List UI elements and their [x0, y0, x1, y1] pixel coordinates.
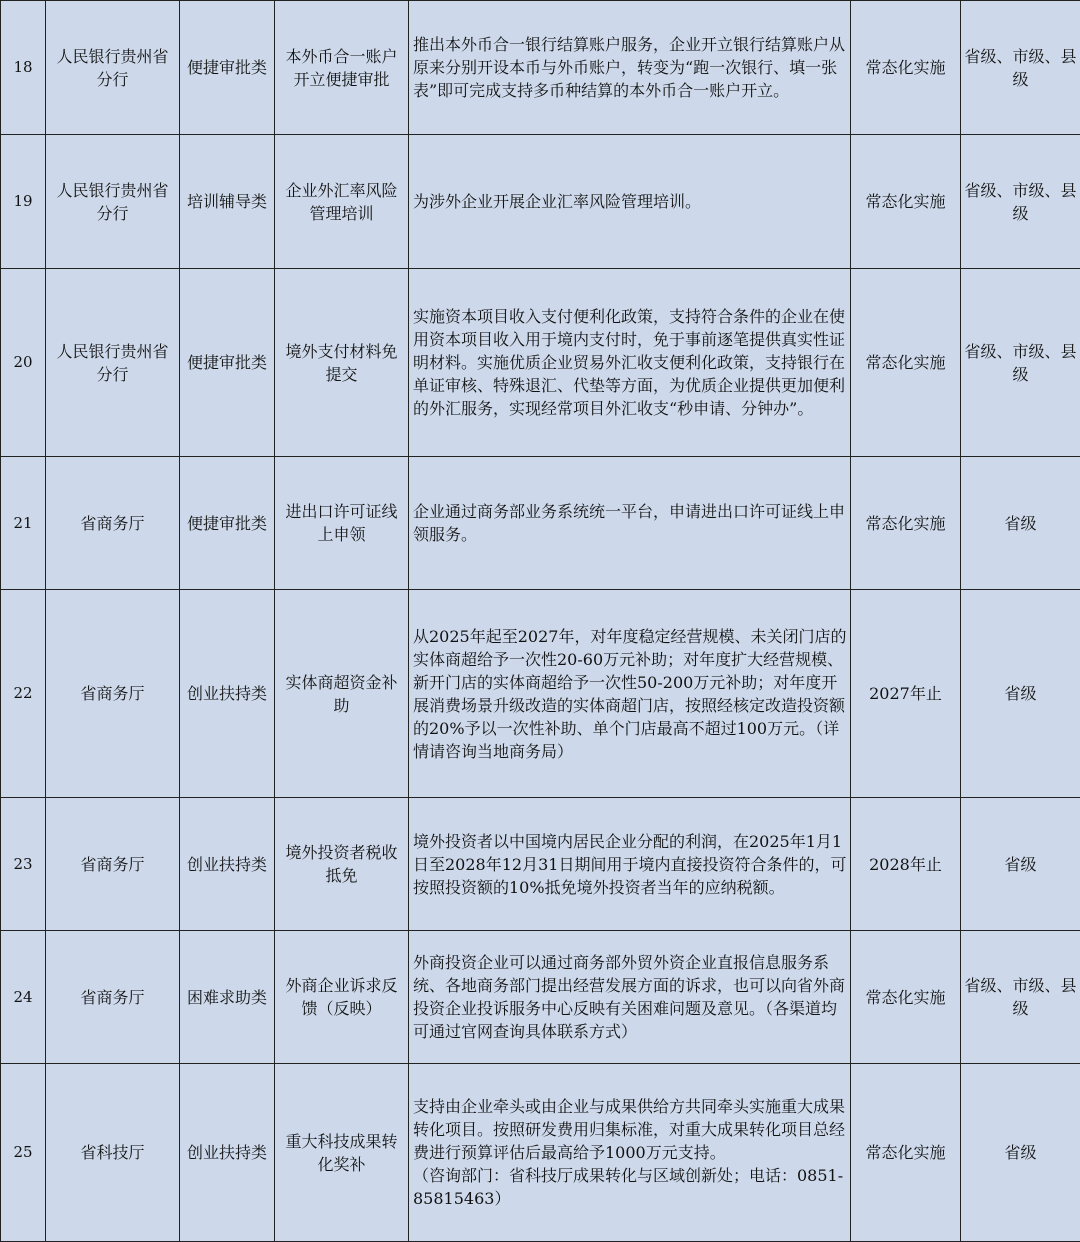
period-cell: 常态化实施: [851, 135, 961, 269]
description-cell: [409, 269, 851, 457]
item-name-cell: 进出口许可证线上申领: [275, 457, 409, 590]
description-cell: [409, 1064, 851, 1242]
period-cell: 常态化实施: [851, 1064, 961, 1242]
department-cell: 省商务厅: [46, 798, 180, 931]
description-cell: [409, 798, 851, 931]
category-cell: 创业扶持类: [180, 590, 275, 798]
description-cell: [409, 1, 851, 135]
department-cell: 省商务厅: [46, 457, 180, 590]
department-cell: 省商务厅: [46, 931, 180, 1064]
level-cell: 省级: [961, 798, 1080, 931]
category-cell: 创业扶持类: [180, 798, 275, 931]
description-cell: [409, 931, 851, 1064]
description-cell: [409, 457, 851, 590]
row-number: 21: [1, 457, 46, 590]
category-cell: 便捷审批类: [180, 457, 275, 590]
category-cell: 便捷审批类: [180, 1, 275, 135]
row-number: 24: [1, 931, 46, 1064]
level-cell: 省级、市级、县级: [961, 135, 1080, 269]
level-cell: 省级、市级、县级: [961, 269, 1080, 457]
description-text: 推出本外币合一银行结算账户服务，企业开立银行结算账户从原来分别开设本币与外币账户，转变为“跑一次银行、填一张表”即可完成支持多币种结算的本外币合一账户开立。: [413, 35, 846, 100]
item-name-cell: 实体商超资金补助: [275, 590, 409, 798]
description-text: 支持由企业牵头或由企业与成果供给方共同牵头实施重大成果转化项目。按照研发费用归集标准，对重大成果转化项目总经费进行预算评估后最高给予1000万元支持。: [413, 1097, 846, 1162]
category-cell: 创业扶持类: [180, 1064, 275, 1242]
contact-text: （咨询部门：省科技厅成果转化与区域创新处；电话：0851-85815463）: [413, 1166, 844, 1208]
level-cell: 省级、市级、县级: [961, 931, 1080, 1064]
item-name-cell: 境外投资者税收抵免: [275, 798, 409, 931]
table-row: [1, 1, 1080, 135]
row-number: 18: [1, 1, 46, 135]
table-row: [1, 135, 1080, 269]
table-row: [1, 798, 1080, 931]
description-cell: [409, 590, 851, 798]
level-cell: 省级: [961, 590, 1080, 798]
item-name-cell: 本外币合一账户开立便捷审批: [275, 1, 409, 135]
table-row: [1, 590, 1080, 798]
period-cell: 常态化实施: [851, 1, 961, 135]
description-text: 外商投资企业可以通过商务部外贸外资企业直报信息服务系统、各地商务部门提出经营发展方面的诉求，也可以向省外商投资企业投诉服务中心反映有关困难问题及意见。（各渠道均可通过官网查询具体联系方式）: [413, 953, 846, 1041]
description-text: 境外投资者以中国境内居民企业分配的利润，在2025年1月1日至2028年12月31日期间用于境内直接投资符合条件的，可按照投资额的10%抵免境外投资者当年的应纳税额。: [413, 831, 847, 897]
description-text: 企业通过商务部业务系统统一平台，申请进出口许可证线上申领服务。: [413, 502, 846, 544]
row-number: 19: [1, 135, 46, 269]
category-cell: 培训辅导类: [180, 135, 275, 269]
item-name-cell: 企业外汇率风险管理培训: [275, 135, 409, 269]
department-cell: 人民银行贵州省分行: [46, 1, 180, 135]
category-cell: 困难求助类: [180, 931, 275, 1064]
period-cell: 2028年止: [851, 798, 961, 931]
description-cell: [409, 135, 851, 269]
description-text: 从2025年起至2027年，对年度稳定经营规模、未关闭门店的实体商超给予一次性20-60万元补助；对年度扩大经营规模、新开门店的实体商超给予一次性50-200万元补助；对年度开展消费场景升级改造的实体商超门店，按照经核定改造投资额的20%予以一次性补助、单个门店最高不超过100万元。（详情请咨询当地商务局）: [413, 626, 847, 761]
description-text: 实施资本项目收入支付便利化政策，支持符合条件的企业在使用资本项目收入用于境内支付时，免于事前逐笔提供真实性证明材料。实施优质企业贸易外汇收支便利化政策，支持银行在单证审核、特殊退汇、代垫等方面，为优质企业提供更加便利的外汇服务，实现经常项目外汇收支“秒申请、分钟办”。: [413, 307, 846, 418]
period-cell: 2027年止: [851, 590, 961, 798]
department-cell: 人民银行贵州省分行: [46, 269, 180, 457]
item-name-cell: 外商企业诉求反馈（反映）: [275, 931, 409, 1064]
level-cell: 省级: [961, 457, 1080, 590]
category-cell: 便捷审批类: [180, 269, 275, 457]
period-cell: 常态化实施: [851, 269, 961, 457]
department-cell: 人民银行贵州省分行: [46, 135, 180, 269]
table-row: [1, 269, 1080, 457]
row-number: 20: [1, 269, 46, 457]
row-number: 23: [1, 798, 46, 931]
row-number: 25: [1, 1064, 46, 1242]
table-row: [1, 457, 1080, 590]
table-row: [1, 931, 1080, 1064]
level-cell: 省级、市级、县级: [961, 1, 1080, 135]
department-cell: 省科技厅: [46, 1064, 180, 1242]
department-cell: 省商务厅: [46, 590, 180, 798]
period-cell: 常态化实施: [851, 931, 961, 1064]
table-row: [1, 1064, 1080, 1242]
level-cell: 省级: [961, 1064, 1080, 1242]
item-name-cell: 境外支付材料免提交: [275, 269, 409, 457]
description-text: 为涉外企业开展企业汇率风险管理培训。: [413, 192, 702, 211]
item-name-cell: 重大科技成果转化奖补: [275, 1064, 409, 1242]
period-cell: 常态化实施: [851, 457, 961, 590]
row-number: 22: [1, 590, 46, 798]
